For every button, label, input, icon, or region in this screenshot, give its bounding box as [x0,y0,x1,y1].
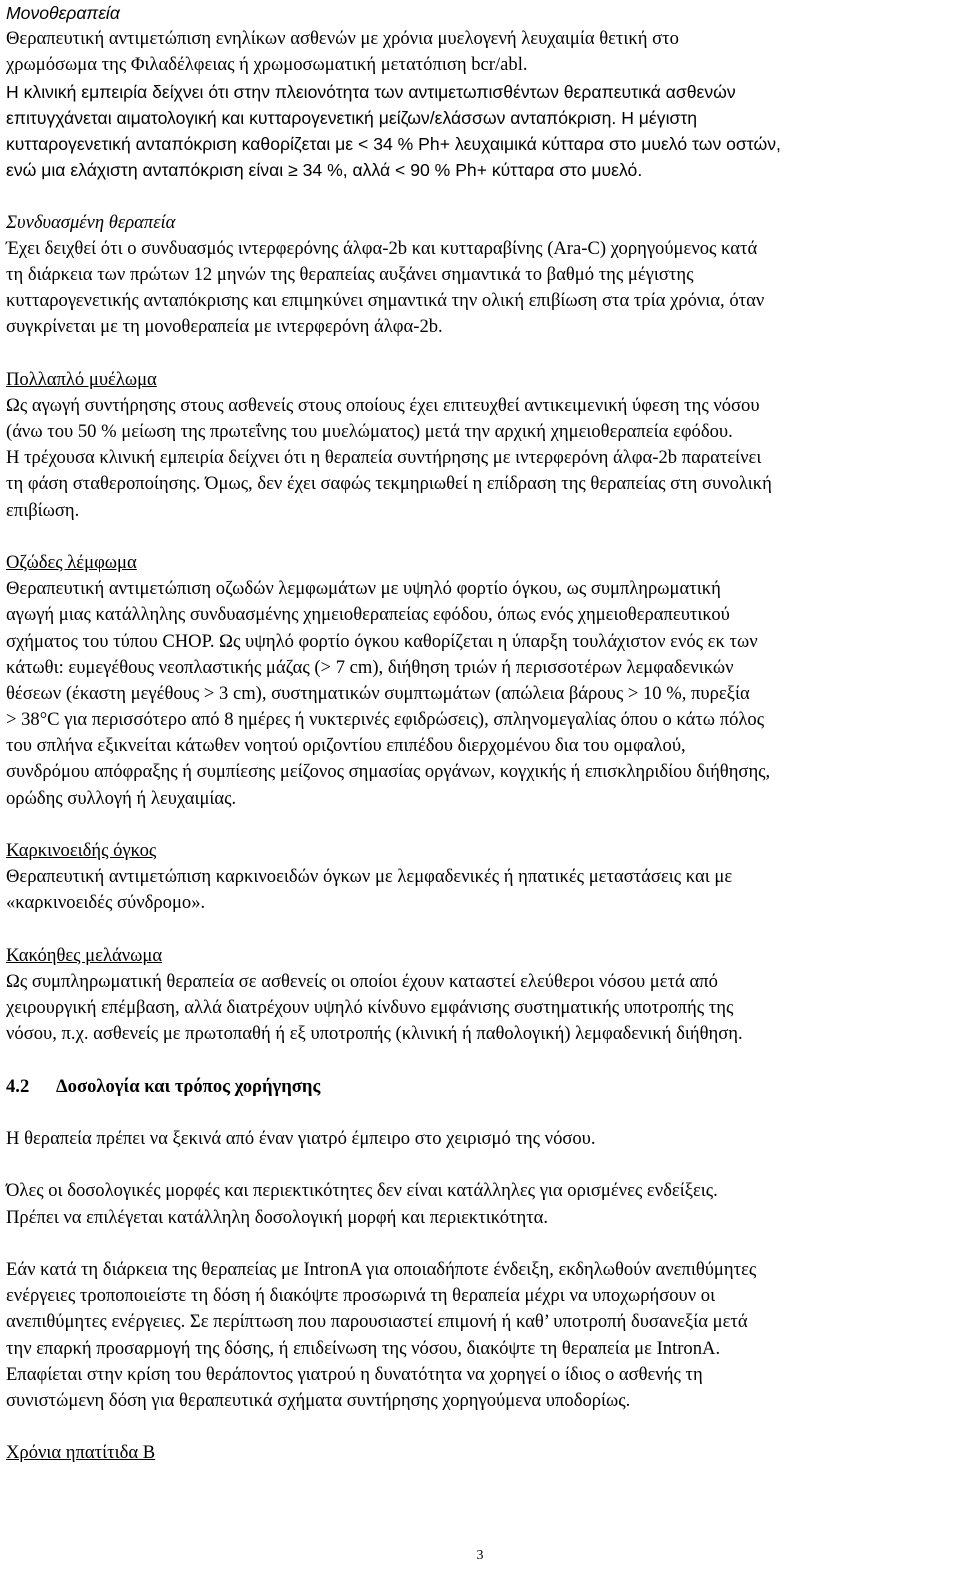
lymphoma-title: Οζώδες λέμφωμα [6,551,137,573]
carcinoid-line: Θεραπευτική αντιμετώπιση καρκινοειδών όγκων με λεμφαδενικές ή ηπατικές μεταστάσεις και με [6,866,733,888]
monotherapy-line: χρωμόσωμα της Φιλαδέλφειας ή χρωμοσωματική μετατόπιση bcr/abl. [6,54,528,76]
myeloma-line: Η τρέχουσα κλινική εμπειρία δείχνει ότι η θεραπεία συντήρησης με ιντερφερόνη άλφα-2b παρατείνει [6,447,762,469]
dosage-paragraph-line: Όλες οι δοσολογικές μορφές και περιεκτικότητες δεν είναι κατάλληλες για ορισμένες ενδείξεις. [6,1180,718,1202]
monotherapy-line: ενώ μια ελάχιστη ανταπόκριση είναι ≥ 34 %, αλλά < 90 % Ph+ κύτταρα στο μυελό. [6,160,643,181]
section-heading [6,1074,954,1100]
dosage-paragraph-line: ενέργειες τροποποιείστε τη δόση ή διακόψτε προσωρινά τη θεραπεία μέχρι να υποχωρήσουν οι [6,1285,716,1307]
lymphoma-line: ορώδης συλλογή ή λευχαιμίας. [6,787,237,809]
myeloma-line: Ως αγωγή συντήρησης στους ασθενείς στους οποίους έχει επιτευχθεί αντικειμενική ύφεση της νόσου [6,394,760,416]
spacer [6,183,954,209]
dosage-paragraph-line: την επαρκή προσαρμογή της δόσης, ή επιδείνωση της νόσου, διακόψτε τη θεραπεία με IntronA. [6,1337,721,1359]
spacer [6,1231,954,1257]
lymphoma-line: Θεραπευτική αντιμετώπιση οζωδών λεμφωμάτων με υψηλό φορτίο όγκου, ως συμπληρωματική [6,578,721,600]
combination-line: κυτταρογενετικής ανταπόκρισης και επιμηκύνει σημαντικά την ολική επιβίωση στα τρία χρόνια, όταν [6,290,765,312]
spacer [6,1100,954,1126]
myeloma-line: (άνω του 50 % μείωση της πρωτεΐνης του μυελώματος) μετά την αρχική χημειοθεραπεία εφόδου. [6,421,733,442]
melanoma-title: Κακόηθες μελάνωμα [6,944,163,966]
melanoma-line: Ως συμπληρωματική θεραπεία σε ασθενείς οι οποίοι έχουν καταστεί ελεύθεροι νόσου μετά από [6,970,718,992]
spacer [6,1048,954,1074]
spacer [6,340,954,366]
dosage-paragraph-line: Πρέπει να επιλέγεται κατάλληλη δοσολογική μορφή και περιεκτικότητα. [6,1206,549,1228]
spacer [6,1152,954,1178]
page-number: 3 [476,1548,484,1563]
lymphoma-line: σχήματος του τύπου CHOP. Ως υψηλό φορτίο όγκου καθορίζεται η ύπαρξη τουλάχιστον ενός εκ των [6,630,758,652]
myeloma-line: επιβίωση. [6,499,80,521]
dosage-paragraph-line: Η θεραπεία πρέπει να ξεκινά από έναν γιατρό έμπειρο στο χειρισμό της νόσου. [6,1128,596,1150]
lymphoma-line: κάτωθι: ευμεγέθους νεοπλαστικής μάζας (> 7 cm), διήθηση τριών ή περισσοτέρων λεμφαδενικών [6,656,734,678]
dosage-paragraph-line: Εάν κατά τη διάρκεια της θεραπείας με IntronA για οποιαδήποτε ένδειξη, εκδηλωθούν ανεπιθύμητες [6,1259,757,1280]
dosage-paragraph-line: ανεπιθύμητες ενέργειες. Σε περίπτωση που παρουσιαστεί επιμονή ή καθ’ υποτροπή δυσανεξία μετά [6,1311,748,1333]
dosage-paragraph-line: Επαφίεται στην κρίση του θεράποντος γιατρού η δυνατότητα να χορηγεί ο ίδιος ο ασθενής τη [6,1363,703,1385]
monotherapy-line: επιτυγχάνεται αιματολογική και κυτταρογενετική μείζων/ελάσσων ανταπόκριση. Η μέγιστη [6,107,698,128]
lymphoma-line: > 38°C για περισσότερο από 8 ημέρες ή νυκτερινές εφιδρώσεις), σπληνομεγαλίας όπου ο κάτω πόλος [6,709,765,731]
carcinoid-title: Καρκινοειδής όγκος [6,840,157,861]
combination-line: συγκρίνεται με τη μονοθεραπεία με ιντερφερόνη άλφα-2b. [6,316,443,338]
section-title: Δοσολογία και τρόπος χορήγησης [56,1075,321,1097]
carcinoid-line: «καρκινοειδές σύνδρομο». [6,892,206,914]
monotherapy-line: κυτταρογενετική ανταπόκριση καθορίζεται με < 34 % Ph+ λευχαιμικά κύτταρα στο μυελό των οστών, [6,133,781,154]
lymphoma-line: αγωγή μιας κατάλληλης συνδυασμένης χημειοθεραπείας εφόδου, όπως ενός χημειοθεραπευτικού [6,604,730,626]
combination-title: Συνδυασμένη θεραπεία [6,211,176,233]
monotherapy-line: Η κλινική εμπειρία δείχνει ότι στην πλειονότητα των αντιμετωπισθέντων θεραπευτικά ασθενών [6,81,736,102]
combination-line: τη διάρκεια των πρώτων 12 μηνών της θεραπείας αυξάνει σημαντικά το βαθμό της μέγιστης [6,263,694,285]
myeloma-line: τη φάση σταθεροποίησης. Όμως, δεν έχει σαφώς τεκμηριωθεί η επίδραση της θεραπείας στη συνολική [6,473,772,495]
section-number: 4.2 [6,1075,30,1097]
dosage-paragraph-line: συνιστώμενη δόση για θεραπευτικά σχήματα συντήρησης χορηγούμενα υποδορίως. [6,1389,631,1411]
combination-line: Έχει δειχθεί ότι ο συνδυασμός ιντερφερόνης άλφα-2b και κυτταραβίνης (Ara-C) χορηγούμενος κατά [6,237,758,259]
myeloma-title: Πολλαπλό μυέλωμα [6,368,157,390]
lymphoma-line: του σπλήνα εξικνείται κάτωθεν νοητού οριζοντίου επιπέδου διερχομένου δια του ομφαλού, [6,735,686,757]
monotherapy-line: Θεραπευτική αντιμετώπιση ενηλίκων ασθενών με χρόνια μυελογενή λευχαιμία θετική στο [6,28,679,50]
melanoma-line: χειρουργική επέμβαση, αλλά διατρέχουν υψηλό κίνδυνο εμφάνισης συστηματικής υποτροπής της [6,997,734,1019]
hepatitis-title: Χρόνια ηπατίτιδα Β [6,1442,156,1464]
spacer [6,1414,954,1440]
lymphoma-line: θέσεων (έκαστη μεγέθους > 3 cm), συστηματικών συμπτωμάτων (απώλεια βάρους > 10 %, πυρεξία [6,682,750,704]
lymphoma-line: συνδρόμου απόφραξης ή συμπίεσης μείζονος σημασίας οργάνων, κογχικής ή επισκληριδίου διήθησης, [6,761,771,783]
document-page [6,0,954,1467]
melanoma-line: νόσου, π.χ. ασθενείς με πρωτοπαθή ή εξ υποτροπής (κλινική ή παθολογική) λεμφαδενική διήθηση. [6,1023,743,1045]
monotherapy-title: Μονοθεραπεία [6,3,120,23]
spacer [6,524,954,550]
spacer [6,812,954,838]
spacer [6,917,954,943]
